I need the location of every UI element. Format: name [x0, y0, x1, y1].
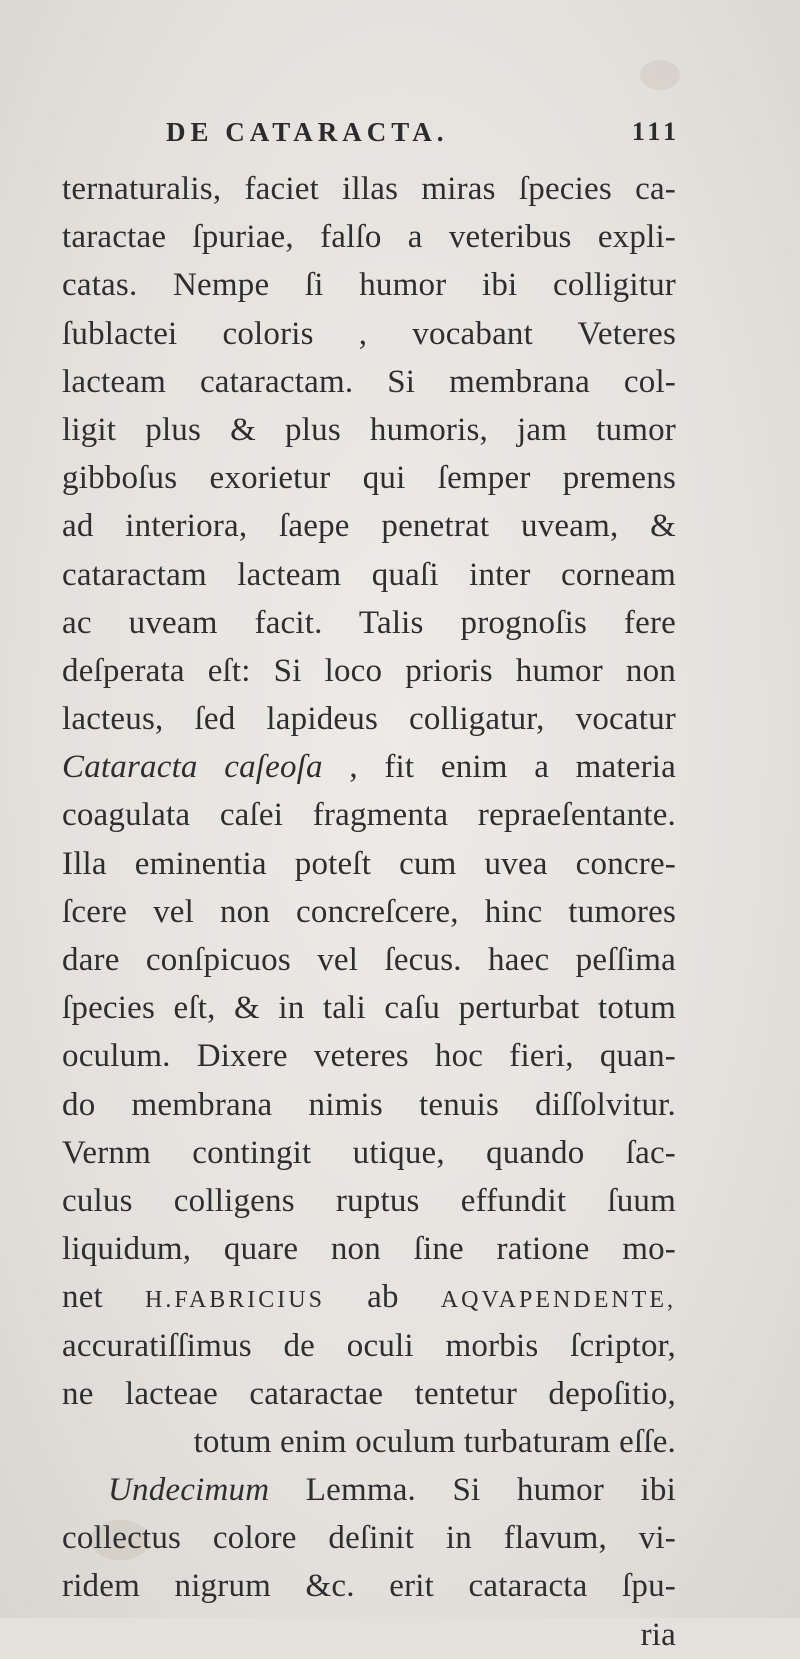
- text-fragment: net: [62, 1279, 146, 1316]
- text-line: gibboſus exorietur qui ſemper premens: [62, 460, 676, 497]
- text-line: Vernm contingit utique, quando ſac-: [62, 1134, 676, 1171]
- text-line: deſperata eſt: Si loco prioris humor non: [62, 652, 676, 689]
- text-line: ad interiora, ſaepe penetrat uveam, &: [62, 508, 676, 545]
- text-line: accuratiſſimus de oculi morbis ſcriptor,: [62, 1327, 676, 1364]
- text-line: ligit plus & plus humoris, jam tumor: [62, 411, 676, 448]
- text-line: ac uveam facit. Talis prognoſis fere: [62, 604, 676, 641]
- page-number: 111: [631, 117, 680, 146]
- italic-term: Undecimum: [108, 1472, 270, 1509]
- text-line: oculum. Dixere veteres hoc fieri, quan-: [62, 1038, 676, 1075]
- catchword: ria: [640, 1616, 676, 1653]
- text-line: dare conſpicuos vel ſecus. haec peſſima: [62, 942, 676, 978]
- text-line: coagulata caſei fragmenta repraeſentante.: [62, 797, 676, 834]
- text-line: ridem nigrum &c. erit cataracta ſpu-: [62, 1568, 676, 1605]
- body-text: [62, 165, 676, 1659]
- text-line: Illa eminentia poteſt cum uvea concre-: [62, 845, 676, 882]
- text-line: liquidum, quare non ſine ratione mo-: [62, 1231, 676, 1268]
- text-line-cataracta-caseosa: [62, 743, 676, 791]
- text-line: do membrana nimis tenuis diſſolvitur.: [62, 1086, 676, 1123]
- running-title: DE CATARACTA.: [166, 117, 449, 147]
- author-place: AQVAPENDENTE,: [440, 1287, 676, 1314]
- text-fragment: Lemma. Si humor ibi: [269, 1472, 676, 1509]
- text-line: ne lacteae cataractae tentetur depoſitio,: [62, 1375, 676, 1412]
- text-line: taractae ſpuriae, falſo a veteribus expli-: [62, 219, 676, 256]
- text-line: ſpecies eſt, & in tali caſu perturbat totum: [62, 990, 676, 1027]
- italic-term: Cataracta caſeoſa: [62, 749, 323, 786]
- paper-stain: [640, 60, 680, 90]
- text-line: totum enim oculum turbaturam eſſe.: [193, 1423, 676, 1460]
- text-line: catas. Nempe ſi humor ibi colligitur: [62, 267, 676, 304]
- text-fragment: ab: [324, 1279, 441, 1316]
- page-header: [148, 117, 680, 157]
- text-line: collectus colore deſinit in flavum, vi-: [62, 1520, 676, 1557]
- text-line-lemma: [62, 1466, 676, 1514]
- text-line: ſcere vel non concreſcere, hinc tumores: [62, 893, 676, 930]
- text-fragment: , fit enim a materia: [322, 749, 676, 786]
- author-name: H.FABRICIUS: [145, 1287, 325, 1314]
- text-line: ternaturalis, faciet illas miras ſpecies ca-: [62, 171, 676, 207]
- text-line: lacteus, ſed lapideus colligatur, vocatur: [62, 701, 676, 738]
- text-line: cataractam lacteam quaſi inter corneam: [62, 556, 676, 593]
- text-line: lacteam cataractam. Si membrana col-: [62, 363, 676, 400]
- text-line: culus colligens ruptus effundit ſuum: [62, 1182, 676, 1219]
- text-line: ſublactei coloris , vocabant Veteres: [62, 315, 676, 352]
- text-line-fabricius: [62, 1273, 676, 1321]
